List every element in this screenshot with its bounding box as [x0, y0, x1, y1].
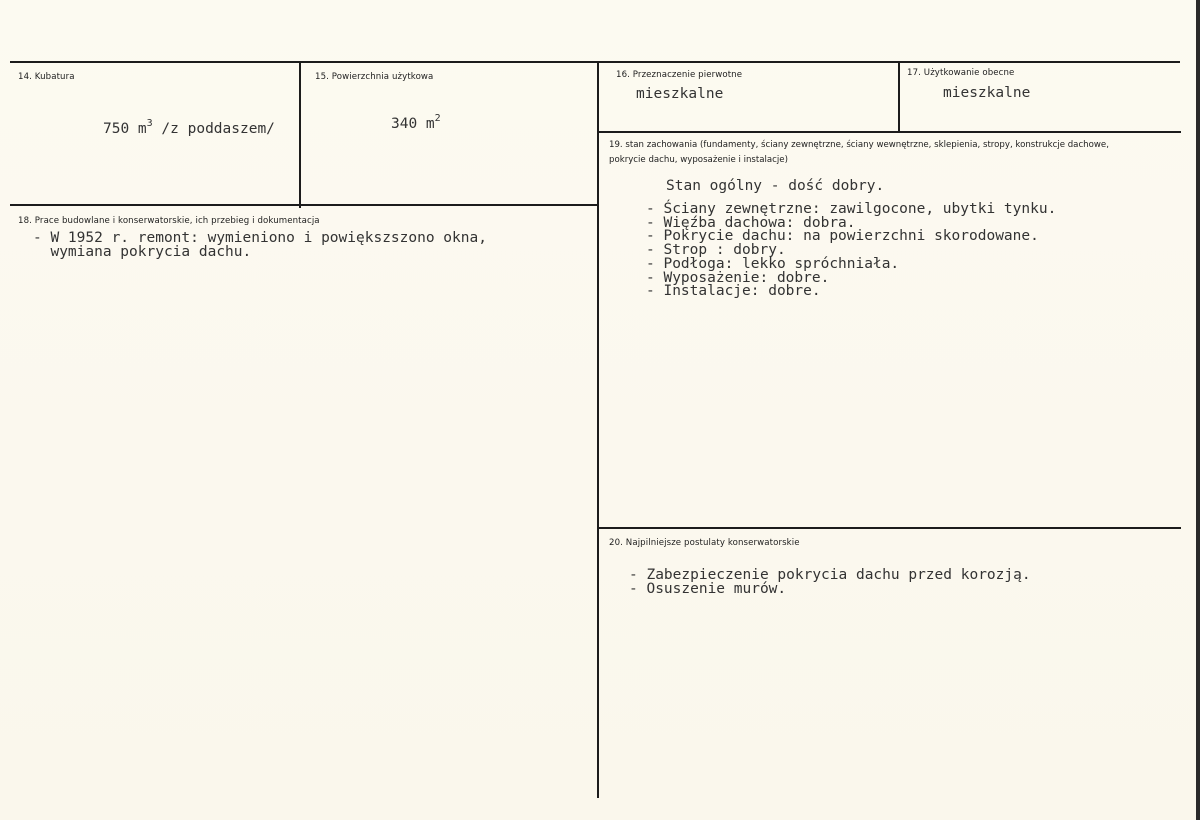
field-18-entries	[33, 232, 487, 259]
field-16-label: 16. Przeznaczenie pierwotne	[616, 70, 743, 80]
area-unit-exponent: 2	[434, 113, 441, 124]
volume-note: /z poddaszem/	[152, 121, 275, 137]
field-19-item: - Ściany zewnętrzne: zawilgocone, ubytki tynku.	[646, 201, 1057, 217]
field-18-line-1: - W 1952 r. remont: wymieniono i powiększszono okna,	[33, 230, 487, 246]
field-15-label: 15. Powierzchnia użytkowa	[315, 72, 434, 82]
field-20-item: - Osuszenie murów.	[629, 580, 787, 597]
field-17-label: 17. Użytkowanie obecne	[907, 68, 1015, 78]
field-14-label: 14. Kubatura	[18, 72, 75, 82]
field-19-item: - Wyposażenie: dobre.	[646, 269, 830, 286]
rule-under-16-17	[598, 131, 1181, 133]
field-20-item: - Zabezpieczenie pokrycia dachu przed korozją.	[629, 567, 1031, 583]
field-17-value: mieszkalne	[943, 85, 1031, 101]
field-19-item: - Więźba dachowa: dobra.	[646, 214, 856, 231]
field-19-item: - Strop : dobry.	[646, 242, 786, 259]
field-15-value	[391, 112, 441, 131]
field-19-label: 19. stan zachowania (fundamenty, ściany zewnętrzne, ściany wewnętrzne, sklepienia, stropy, konstrukcje dachowe, pokrycie dachu, wyposażenie i instalacje)	[609, 140, 1109, 165]
divider-14-15	[299, 62, 301, 208]
field-16-value: mieszkalne	[636, 86, 724, 102]
field-18-line-2: wymiana pokrycia dachu.	[33, 243, 252, 260]
card-edge	[1196, 0, 1200, 820]
field-14-value	[103, 117, 275, 136]
field-20-label: 20. Najpilniejsze postulaty konserwatorskie	[609, 538, 800, 548]
field-19-item: - Podłoga: lekko spróchniała.	[646, 255, 900, 272]
top-rule	[10, 61, 1180, 63]
volume-unit-exponent: 3	[146, 118, 153, 129]
field-18-label: 18. Prace budowlane i konserwatorskie, ich przebieg i dokumentacja	[18, 216, 320, 226]
field-19-item: - Instalacje: dobre.	[646, 283, 821, 300]
field-20-items	[629, 569, 1031, 596]
rule-under-14-15	[10, 204, 598, 206]
rule-above-20	[598, 527, 1181, 529]
main-vertical-divider	[597, 62, 599, 798]
field-19-item: - Pokrycie dachu: na powierzchni skorodowane.	[646, 228, 1039, 245]
divider-16-17	[898, 62, 900, 132]
field-19-items	[646, 203, 1056, 299]
field-19-general: Stan ogólny - dość dobry.	[666, 178, 885, 194]
volume-value: 750 m	[103, 121, 147, 137]
area-value: 340 m	[391, 116, 435, 132]
